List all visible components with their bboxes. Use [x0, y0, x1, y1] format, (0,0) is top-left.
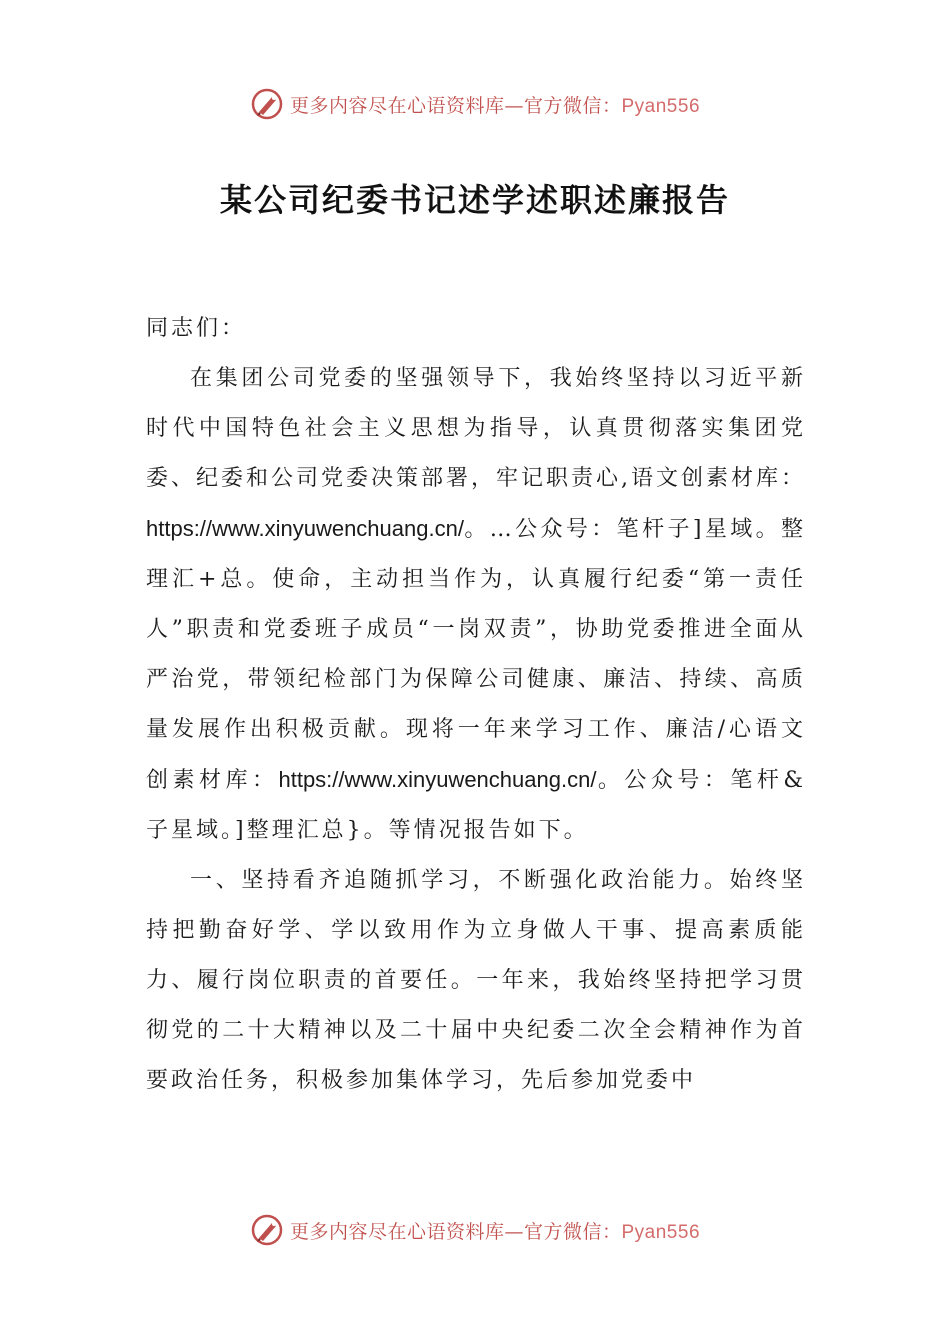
footer-watermark-wechat: Pyan556: [621, 1221, 701, 1243]
intro-text-c: 。公众号：笔杆&子星域。]整理汇总}。等情况报告如下。: [146, 768, 806, 843]
header-watermark-text: [290, 91, 700, 118]
footer-watermark-text: [290, 1217, 700, 1244]
document-title: 某公司纪委书记述学述职述廉报告: [219, 181, 730, 219]
header-watermark: [0, 84, 950, 124]
paragraph-intro: [146, 354, 806, 856]
paragraph-section-1: 一、坚持看齐追随抓学习，不断强化政治能力。始终坚持把勤奋好学、学以致用作为立身做人干事、提高素质能力、履行岗位职责的首要任。一年来，我始终坚持把学习贯彻党的二十大精神以及二十届中央纪委二次全会精神作为首要政治任务，积极参加集体学习，先后参加党委中: [146, 868, 806, 1093]
intro-text-b: 。…公众号：笔杆子]星域。整理汇+总。使命，主动担当作为，认真履行纪委“第一责任人”职责和党委班子成员“一岗双责”，协助党委推进全面从严治党，带领纪检部门为保障公司健康、廉洁、持续、高质量发展作出积极贡献。现将一年来学习工作、廉洁/心语文创素材库：: [146, 517, 806, 793]
header-watermark-wechat: Pyan556: [621, 95, 701, 117]
header-watermark-main: 更多内容尽在心语资料库—官方微信：: [289, 94, 622, 117]
salutation: 同志们：: [146, 316, 247, 341]
intro-text-a: 在集团公司党委的坚强领导下，我始终坚持以习近平新时代中国特色社会主义思想为指导，认真贯彻落实集团党委、纪委和公司党委决策部署，牢记职责心,语文创素材库：: [146, 366, 806, 491]
pen-nib-logo-icon: [250, 87, 284, 121]
intro-url-1: https://www.xinyuwenchuang.cn/: [146, 516, 464, 541]
document-body: [146, 304, 806, 1106]
footer-watermark: [0, 1210, 950, 1250]
intro-url-2: https://www.xinyuwenchuang.cn/: [278, 767, 597, 792]
pen-nib-logo-icon: [250, 1213, 284, 1247]
footer-watermark-main: 更多内容尽在心语资料库—官方微信：: [289, 1220, 622, 1243]
